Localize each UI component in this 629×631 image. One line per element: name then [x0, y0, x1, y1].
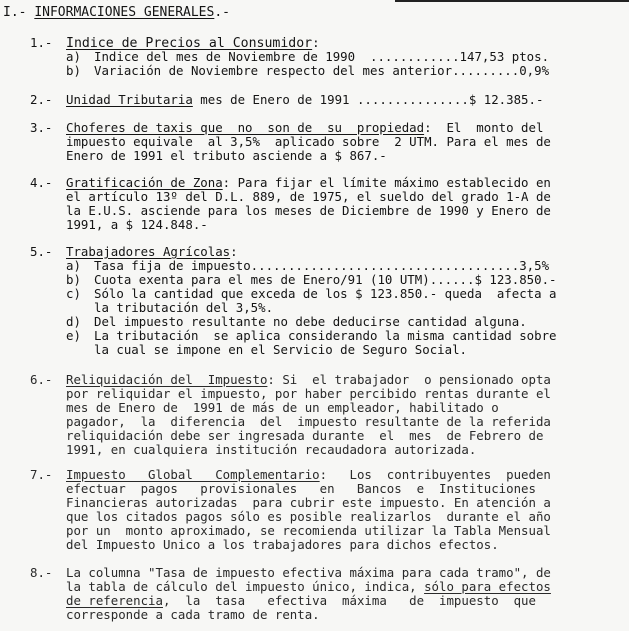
item-label: e): [66, 328, 81, 343]
section-title: Trabajadores Agrícolas: [66, 244, 231, 259]
section-line: reliquidación debe ser ingresada durante el mes de Febrero de: [66, 428, 544, 443]
section-number: 6.-: [30, 372, 53, 387]
section-line: efectuar pagos provisionales en Bancos e Instituciones: [66, 481, 536, 496]
title-colon: :: [312, 35, 320, 50]
section-title-line: [66, 245, 238, 258]
section-title: Indice de Precios al Consumidor: [66, 36, 313, 51]
item-label: d): [66, 314, 81, 329]
section-number: 1.-: [30, 35, 53, 50]
item-label: a): [66, 258, 81, 273]
page-heading: [3, 5, 230, 20]
item-text: Variación de Noviembre respecto del mes anterior.........0,9%: [94, 63, 550, 78]
section-line: La columna "Tasa de impuesto efectiva máxima para cada tramo", de: [66, 565, 551, 580]
section-line: por un monto aproximado, se recomienda utilizar la Tabla Mensual: [66, 523, 551, 538]
section-number: 8.-: [30, 565, 53, 580]
section-title: Reliquidación del Impuesto: [66, 372, 268, 387]
item-text: la cual se impone en el Servicio de Seguro Social.: [94, 342, 467, 357]
section-number: 2.-: [30, 92, 53, 107]
section-title: Gratificación de Zona: [66, 175, 223, 190]
item-label: b): [66, 272, 81, 287]
section-line: Enero de 1991 el tributo asciende a $ 867.-: [66, 148, 387, 163]
section-rest: mes de Enero de 1991 ...............$ 12.385.-: [192, 92, 544, 107]
section-line: que los citados pagos sólo es posible realizarlos durante el año: [66, 509, 551, 524]
section-line: del Impuesto Unico a los trabajadores para dichos efectos.: [66, 537, 499, 552]
section-rest: : El monto del: [424, 120, 544, 135]
section-line: pagador, la diferencia del impuesto resultante de la referida: [66, 414, 551, 429]
underlined-phrase: sólo para efectos: [424, 579, 551, 594]
line-text: la tabla de cálculo del impuesto único, indica,: [66, 579, 425, 594]
section-line: corresponde a cada tramo de renta.: [66, 607, 320, 622]
item-label: b): [66, 63, 81, 78]
heading-title: INFORMACIONES GENERALES: [34, 5, 215, 20]
section-line: Financieras autorizadas para cubrir este impuesto. En atención a: [66, 495, 551, 510]
section-title: Unidad Tributaria: [66, 92, 193, 107]
item-text: Del impuesto resultante no debe deducirse cantidad alguna.: [94, 314, 527, 329]
section-rest: : Para fijar el límite máximo establecido en: [222, 175, 551, 190]
section-line: [66, 580, 551, 593]
section-number: 3.-: [30, 120, 53, 135]
section-title-line: [66, 373, 551, 386]
item-text: Indice del mes de Noviembre de 1990 ............147,53 ptos.: [94, 49, 550, 64]
section-line: el artículo 13º del D.L. 889, de 1975, el sueldo del grado 1-A de: [66, 189, 551, 204]
section-line: la E.U.S. asciende para los meses de Diciembre de 1990 y Enero de: [66, 203, 551, 218]
section-title: Choferes de taxis que no son de su propiedad: [66, 120, 425, 135]
section-title-line: [66, 121, 543, 134]
section-title-line: [66, 468, 551, 481]
item-text: Cuota exenta para el mes de Enero/91 (10 UTM)......$ 123.850.-: [94, 272, 557, 287]
top-border-line: [395, 0, 629, 2]
section-line: por reliquidar el impuesto, por haber percibido rentas durante el: [66, 386, 551, 401]
section-rest: : Los contribuyentes pueden: [319, 467, 551, 482]
line-text: , la tasa efectiva máxima de impuesto que: [162, 593, 536, 608]
section-line: impuesto equivale al 3,5% aplicado sobre 2 UTM. Para el mes de: [66, 134, 551, 149]
item-text: Tasa fija de impuesto....................................3,5%: [94, 258, 550, 273]
section-title-line: [66, 93, 543, 106]
underlined-phrase: de referencia: [66, 593, 163, 608]
item-label: c): [66, 286, 81, 301]
item-text: La tributación se aplica considerando la misma cantidad sobre: [94, 328, 557, 343]
section-title-line: [66, 36, 320, 50]
section-title-line: [66, 176, 551, 189]
section-line: mes de Enero de 1991 de más de un empleador, habilitado o: [66, 400, 499, 415]
item-label: a): [66, 49, 81, 64]
section-line: 1991, a $ 124.848.-: [66, 217, 208, 232]
section-number: 4.-: [30, 175, 53, 190]
section-title: Impuesto Global Complementario: [66, 467, 320, 482]
heading-roman: I.-: [3, 5, 27, 20]
section-line: 1991, en cualquiera institución recaudadora autorizada.: [66, 442, 477, 457]
item-text: la tributación del 3,5%.: [94, 300, 274, 315]
title-colon: :: [230, 244, 238, 259]
section-number: 7.-: [30, 467, 53, 482]
section-line: [66, 594, 536, 607]
heading-suffix: .-: [214, 5, 230, 20]
item-text: Sólo la cantidad que exceda de los $ 123.850.- queda afecta a: [94, 286, 557, 301]
section-number: 5.-: [30, 244, 53, 259]
section-rest: : Si el trabajador o pensionado opta: [267, 372, 551, 387]
